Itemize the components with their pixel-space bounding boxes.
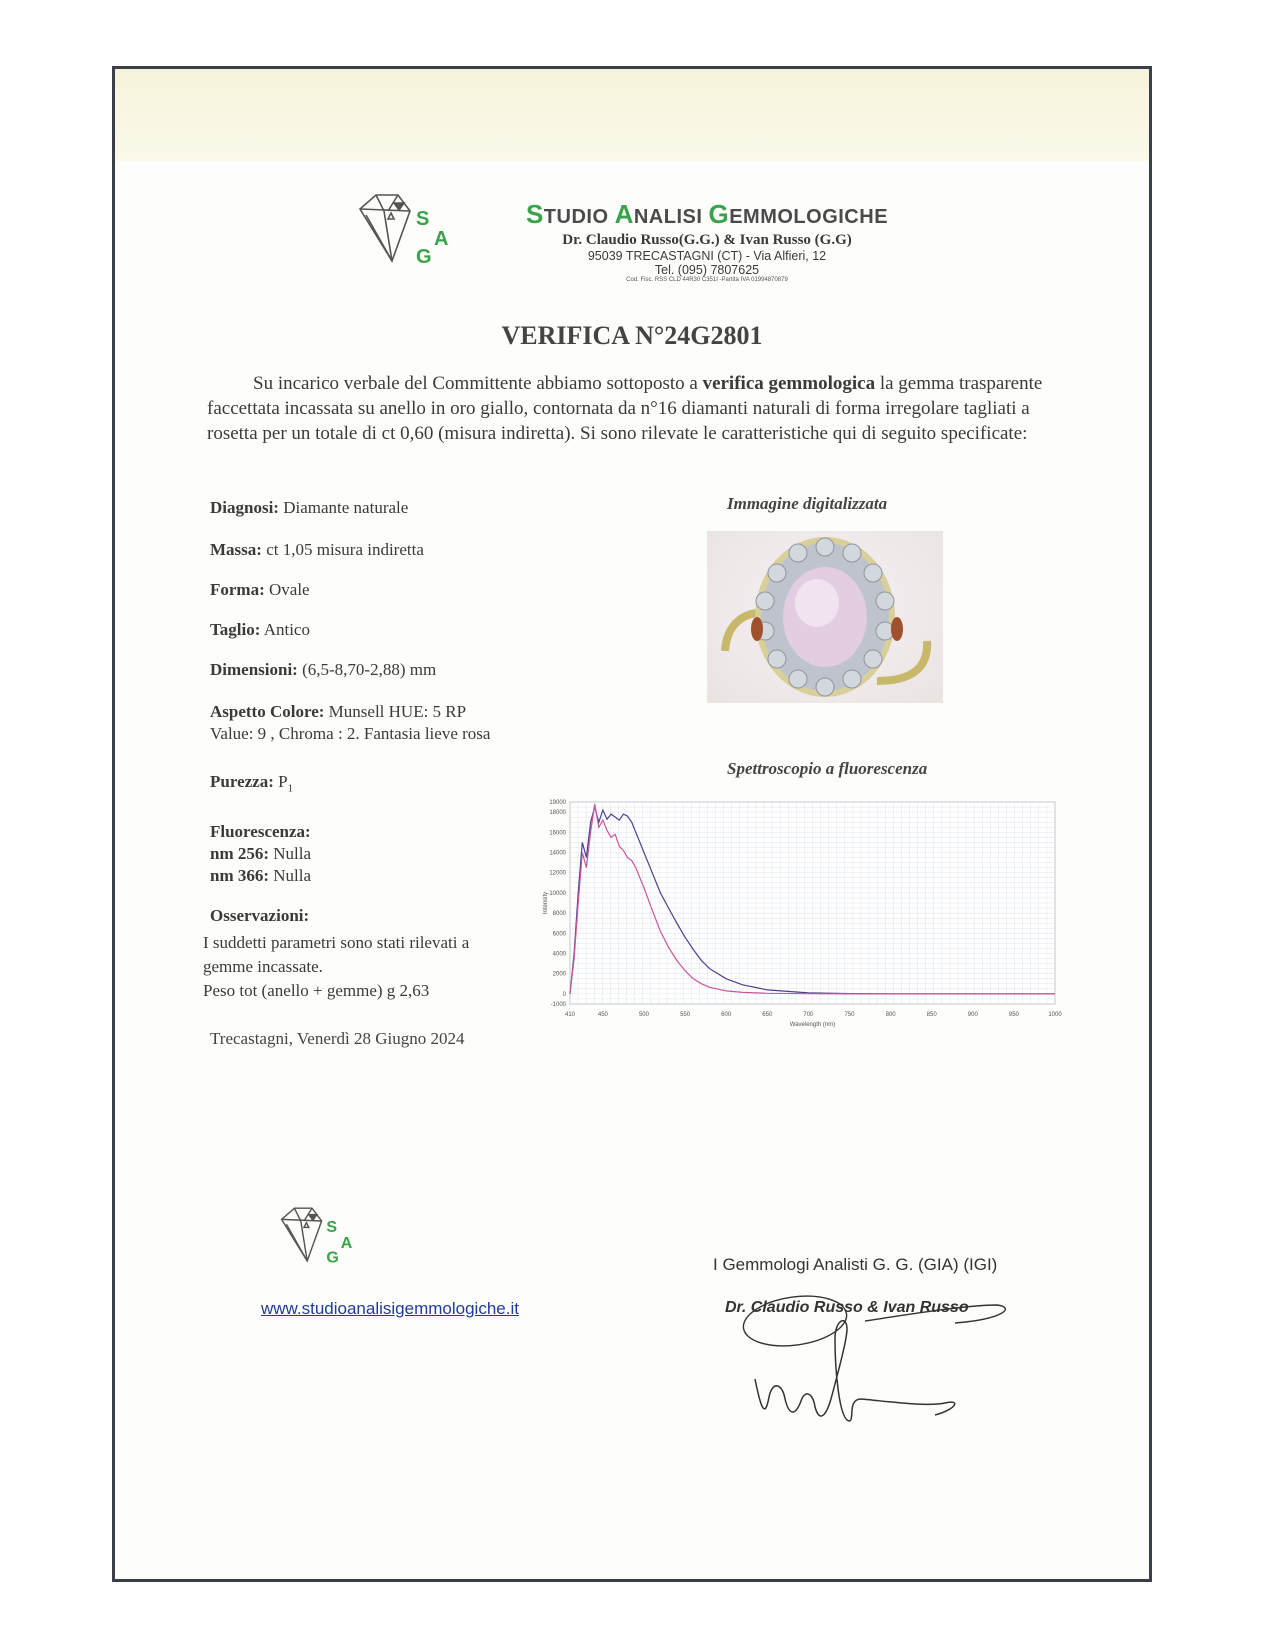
field-label: Forma: [210, 580, 265, 599]
x-tick-label: 850 [926, 1012, 937, 1018]
y-tick-label: 12000 [549, 870, 566, 877]
studio-word-cap: G [708, 199, 730, 229]
document-date: Trecastagni, Venerdì 28 Giugno 2024 [210, 1029, 465, 1048]
field-value: P [273, 772, 288, 791]
x-tick-label: 800 [885, 1012, 896, 1018]
y-tick-label: -1000 [550, 1002, 566, 1008]
y-axis-label: Intensity [543, 891, 549, 915]
studio-name [507, 199, 907, 230]
logo-letter-s: S [326, 1219, 338, 1237]
paper-top-band [115, 69, 1149, 161]
y-tick-label: 0 [562, 991, 566, 998]
field-value: ct 1,05 misura indiretta [261, 540, 424, 559]
intro-bold: verifica gemmologica [702, 373, 876, 394]
studio-header [507, 199, 907, 283]
image-caption: Immagine digitalizzata [727, 494, 888, 513]
osservazioni-line: gemme incassate. [203, 957, 323, 976]
y-tick-label: 6000 [552, 931, 566, 938]
studio-word-rest: TUDIO [543, 206, 609, 228]
x-tick-label: 550 [680, 1012, 691, 1018]
studio-word-rest: EMMOLOGICHE [729, 206, 889, 228]
x-tick-label: 600 [721, 1012, 732, 1018]
logo-letter-a: A [340, 1235, 353, 1253]
x-tick-label: 750 [844, 1012, 855, 1018]
logo-letter-s: S [416, 208, 430, 230]
website-link[interactable]: www.studioanalisigemmologiche.it [261, 1299, 519, 1318]
field-label: Diagnosi: [210, 498, 279, 517]
gemmologists-names: Dr. Claudio Russo & Ivan Russo [725, 1299, 969, 1316]
field-label: Dimensioni: [210, 660, 298, 679]
stamp-and-signature [735, 1269, 1035, 1439]
osservazioni-line: I suddetti parametri sono stati rilevati a [203, 933, 470, 952]
sag-logo-icon [358, 189, 458, 273]
studio-tax-code: Cod. Fisc. RSS CLD 44R30 C351I -Partita IVA 01994870879 [626, 277, 788, 283]
x-tick-label: 950 [1008, 1012, 1019, 1018]
field-diagnosi [210, 497, 408, 519]
x-tick-label: 1000 [1048, 1012, 1062, 1018]
logo-letter-g: G [416, 246, 432, 268]
field-label: Taglio: [210, 620, 261, 639]
handwritten-signature [755, 1321, 955, 1421]
x-tick-label: 650 [762, 1012, 773, 1018]
field-label: Osservazioni: [210, 906, 310, 925]
x-tick-label: 700 [803, 1012, 814, 1018]
studio-word-rest: NALISI [633, 206, 703, 228]
osservazioni-line: Peso tot (anello + gemme) g 2,63 [203, 981, 430, 1000]
intro-text-1: Su incarico verbale del Committente abbiamo sottoposto a [253, 373, 703, 394]
signature-stroke [865, 1305, 1005, 1323]
studio-word-cap: S [525, 199, 544, 229]
sag-footer-logo-icon [280, 1203, 360, 1271]
studio-word-cap: A [614, 199, 634, 229]
x-tick-label: 450 [597, 1012, 608, 1018]
field-value: Nulla [269, 844, 312, 863]
field-label: Fluorescenza: [210, 822, 311, 841]
field-value: Diamante naturale [278, 498, 409, 517]
field-value-sub: 1 [287, 782, 294, 795]
field-value-line2: Value: 9 , Chroma : 2. Fantasia lieve rosa [210, 724, 491, 743]
field-value: Ovale [264, 580, 310, 599]
field-value: (6,5-8,70-2,88) mm [297, 660, 437, 679]
field-label: Purezza: [210, 772, 274, 791]
osservazioni-text [203, 931, 469, 1003]
field-osservazioni [210, 905, 309, 927]
field-value: Munsell HUE: 5 RP [324, 702, 467, 721]
spectro-caption: Spettroscopio a fluorescenza [727, 759, 928, 778]
field-massa [210, 539, 424, 561]
ring-image [707, 531, 943, 703]
logo-letter-a: A [434, 228, 449, 250]
field-label: nm 256: [210, 844, 270, 863]
studio-address: 95039 TRECASTAGNI (CT) - Via Alfieri, 12 [587, 249, 827, 263]
y-tick-label: 18000 [549, 810, 566, 817]
document-title: VERIFICA N°24G2801 [501, 321, 763, 350]
y-tick-label: 10000 [549, 890, 566, 897]
field-colore [210, 701, 490, 745]
field-value: Antico [260, 620, 310, 639]
studio-doctors: Dr. Claudio Russo(G.G.) & Ivan Russo (G.G) [562, 232, 852, 248]
spectro-chart [535, 794, 1080, 1039]
x-tick-label: 900 [967, 1012, 978, 1018]
field-purezza [210, 771, 293, 799]
field-taglio [210, 619, 310, 641]
y-tick-label: 8000 [552, 911, 566, 918]
y-tick-label: 2000 [552, 971, 566, 978]
y-tick-label: 4000 [552, 951, 566, 958]
field-label: Massa: [210, 540, 262, 559]
studio-phone: Tel. (095) 7807625 [654, 263, 760, 277]
y-tick-label: 16000 [549, 830, 566, 837]
x-axis-label: Wavelength (nm) [789, 1022, 836, 1028]
x-tick-label: 410 [564, 1012, 576, 1018]
ring-photo [707, 531, 943, 703]
y-tick-label: 19000 [549, 800, 566, 806]
field-label: Aspetto Colore: [210, 702, 325, 721]
logo-letter-g: G [326, 1249, 339, 1267]
gemmologists-title: I Gemmologi Analisti G. G. (GIA) (IGI) [713, 1255, 998, 1274]
intro-text-2: la gemma trasparente faccettata incassata su anello in oro giallo, contornata da n°16 diamanti naturali di forma irregolare tagliati a rosetta per un totale di ct 0,60 (misura indiretta). Si sono rilevate le caratteristiche qui di seguito specificate: [207, 373, 1043, 444]
intro-paragraph [207, 371, 1052, 446]
field-value: Nulla [269, 866, 312, 885]
field-dimensioni [210, 659, 436, 681]
certificate-sheet [112, 66, 1152, 1582]
signature-oval [740, 1290, 850, 1352]
field-fluorescenza [210, 821, 311, 887]
field-label: nm 366: [210, 866, 270, 885]
y-tick-label: 14000 [549, 850, 566, 857]
x-tick-label: 500 [638, 1012, 649, 1018]
field-forma [210, 579, 310, 601]
